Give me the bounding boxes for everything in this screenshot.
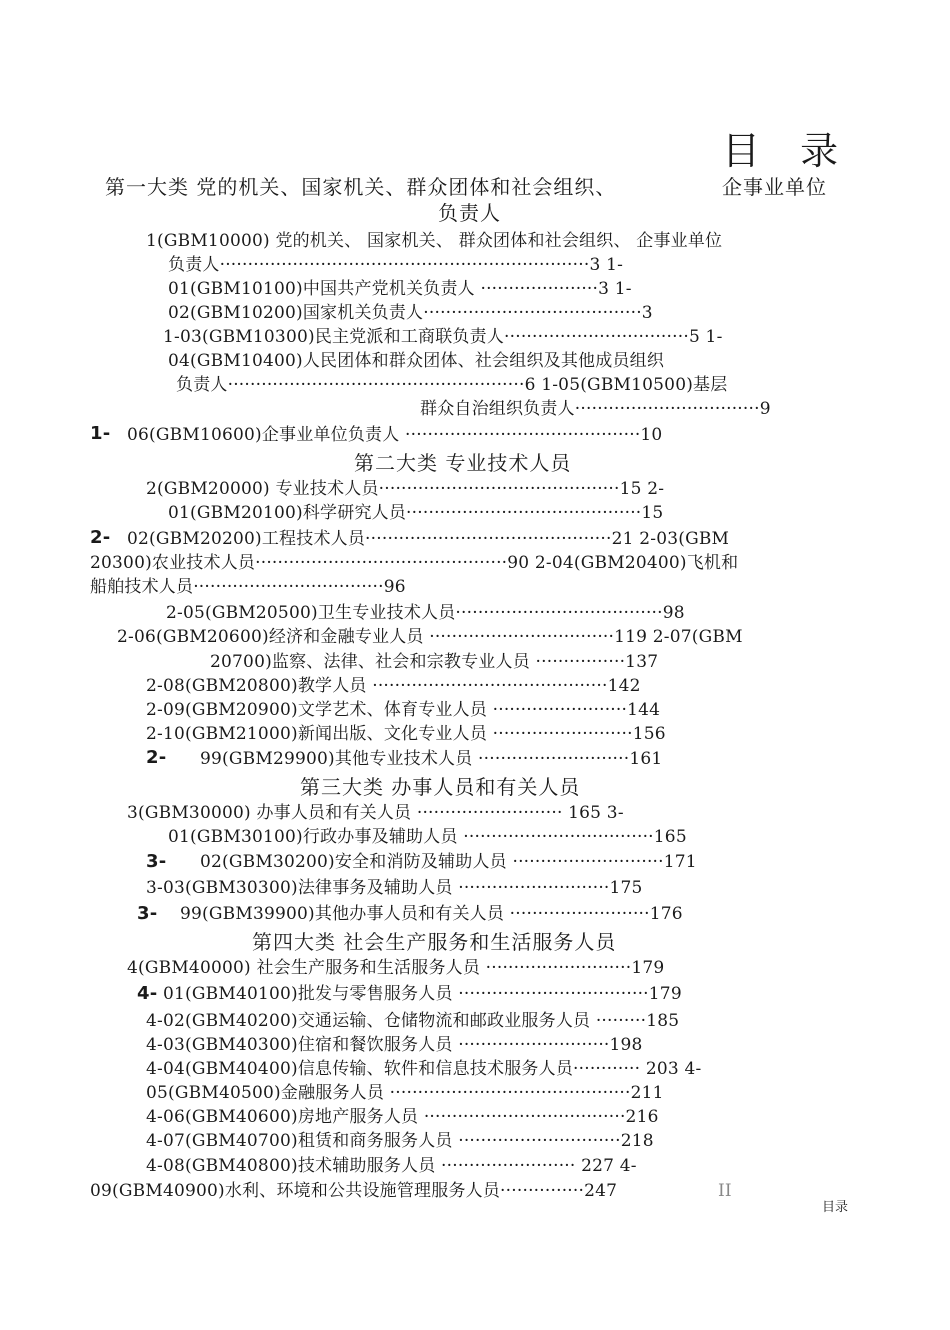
toc-category-2: 第二大类 专业技术人员 <box>354 451 572 475</box>
toc-entry: 2-08(GBM20800)教学人员 ··········································142 <box>146 676 641 696</box>
toc-entry: 01(GBM30100)行政办事及辅助人员 ··································165 <box>168 827 687 847</box>
toc-category-1: 第一大类 党的机关、国家机关、群众团体和社会组织、 <box>105 175 617 199</box>
toc-entry: 20300)农业技术人员·············································90 2-04(GBM20400)飞机和 <box>90 553 739 573</box>
toc-entry: 3-03(GBM30300)法律事务及辅助人员 ···························175 <box>146 878 643 898</box>
toc-entry-prefix: 2- <box>90 527 111 548</box>
page-number-roman: II <box>718 1181 732 1201</box>
toc-category-1-cont2: 负责人 <box>438 201 501 225</box>
toc-entry: 20700)监察、法律、社会和宗教专业人员 ················137 <box>210 652 659 672</box>
toc-entry: 负责人··································································3 1- <box>168 255 624 275</box>
toc-entry: 01(GBM10100)中国共产党机关负责人 ·····················3 1- <box>168 279 632 299</box>
toc-entry: 02(GBM20200)工程技术人员············································21 2-03(GBM <box>127 529 730 549</box>
toc-entry: 01(GBM20100)科学研究人员··········································15 <box>168 503 664 523</box>
toc-entry: 4-02(GBM40200)交通运输、仓储物流和邮政业服务人员 ·········185 <box>146 1011 680 1031</box>
toc-entry: 05(GBM40500)金融服务人员 ···········································211 <box>146 1083 664 1103</box>
toc-entry: 2-05(GBM20500)卫生专业技术人员·····································98 <box>166 603 685 623</box>
page-title: 目 录 <box>722 129 853 173</box>
toc-entry-prefix: 3- <box>146 851 167 872</box>
toc-entry-prefix: 3- <box>137 903 158 924</box>
toc-entry: 1(GBM10000) 党的机关、 国家机关、 群众团体和社会组织、 企事业单位 <box>146 231 723 251</box>
toc-entry: 船舶技术人员··································96 <box>90 577 406 597</box>
toc-entry: 4-07(GBM40700)租赁和商务服务人员 ·····························218 <box>146 1131 654 1151</box>
toc-entry: 04(GBM10400)人民团体和群众团体、社会组织及其他成员组织 <box>168 351 665 371</box>
toc-entry: 06(GBM10600)企事业单位负责人 ··········································10 <box>127 425 663 445</box>
toc-entry: 99(GBM39900)其他办事人员和有关人员 ·························176 <box>180 904 683 924</box>
toc-entry: 99(GBM29900)其他专业技术人员 ···························161 <box>200 749 663 769</box>
toc-entry: 09(GBM40900)水利、环境和公共设施管理服务人员···············247 <box>90 1181 618 1201</box>
toc-entry: 2-10(GBM21000)新闻出版、文化专业人员 ·························156 <box>146 724 666 744</box>
toc-entry: 4-06(GBM40600)房地产服务人员 ····································216 <box>146 1107 659 1127</box>
toc-entry: 3(GBM30000) 办事人员和有关人员 ·························· 165 3- <box>127 803 624 823</box>
toc-entry: 4-03(GBM40300)住宿和餐饮服务人员 ···························198 <box>146 1035 643 1055</box>
toc-entry: 02(GBM30200)安全和消防及辅助人员 ···························171 <box>200 852 697 872</box>
toc-entry: 2-09(GBM20900)文学艺术、体育专业人员 ························144 <box>146 700 661 720</box>
toc-entry-prefix: 2- <box>146 747 167 768</box>
toc-entry: 4(GBM40000) 社会生产服务和生活服务人员 ··························179 <box>127 958 665 978</box>
toc-entry: 4-08(GBM40800)技术辅助服务人员 ························ 227 4- <box>146 1156 637 1176</box>
toc-entry: 4-04(GBM40400)信息传输、软件和信息技术服务人员············ 203 4- <box>146 1059 702 1079</box>
toc-entry: 01(GBM40100)批发与零售服务人员 ··································179 <box>163 984 682 1004</box>
toc-entry: 2(GBM20000) 专业技术人员···········································15 2- <box>146 479 665 499</box>
toc-entry-prefix: 1- <box>90 423 111 444</box>
toc-entry: 负责人·····················································6 1-05(GBM10500)基层 <box>176 375 728 395</box>
toc-category-1-cont: 企事业单位 <box>722 175 827 199</box>
toc-category-3: 第三大类 办事人员和有关人员 <box>300 775 581 799</box>
toc-category-4: 第四大类 社会生产服务和生活服务人员 <box>252 930 617 954</box>
toc-entry: 群众自治组织负责人·································9 <box>420 399 771 419</box>
toc-entry-prefix: 4- <box>137 983 158 1004</box>
toc-entry: 2-06(GBM20600)经济和金融专业人员 ·································119 2-07(GBM <box>117 627 743 647</box>
toc-entry: 02(GBM10200)国家机关负责人·······································3 <box>168 303 653 323</box>
footer-label: 目录 <box>822 1200 849 1215</box>
toc-entry: 1-03(GBM10300)民主党派和工商联负责人·································5 1- <box>163 327 723 347</box>
